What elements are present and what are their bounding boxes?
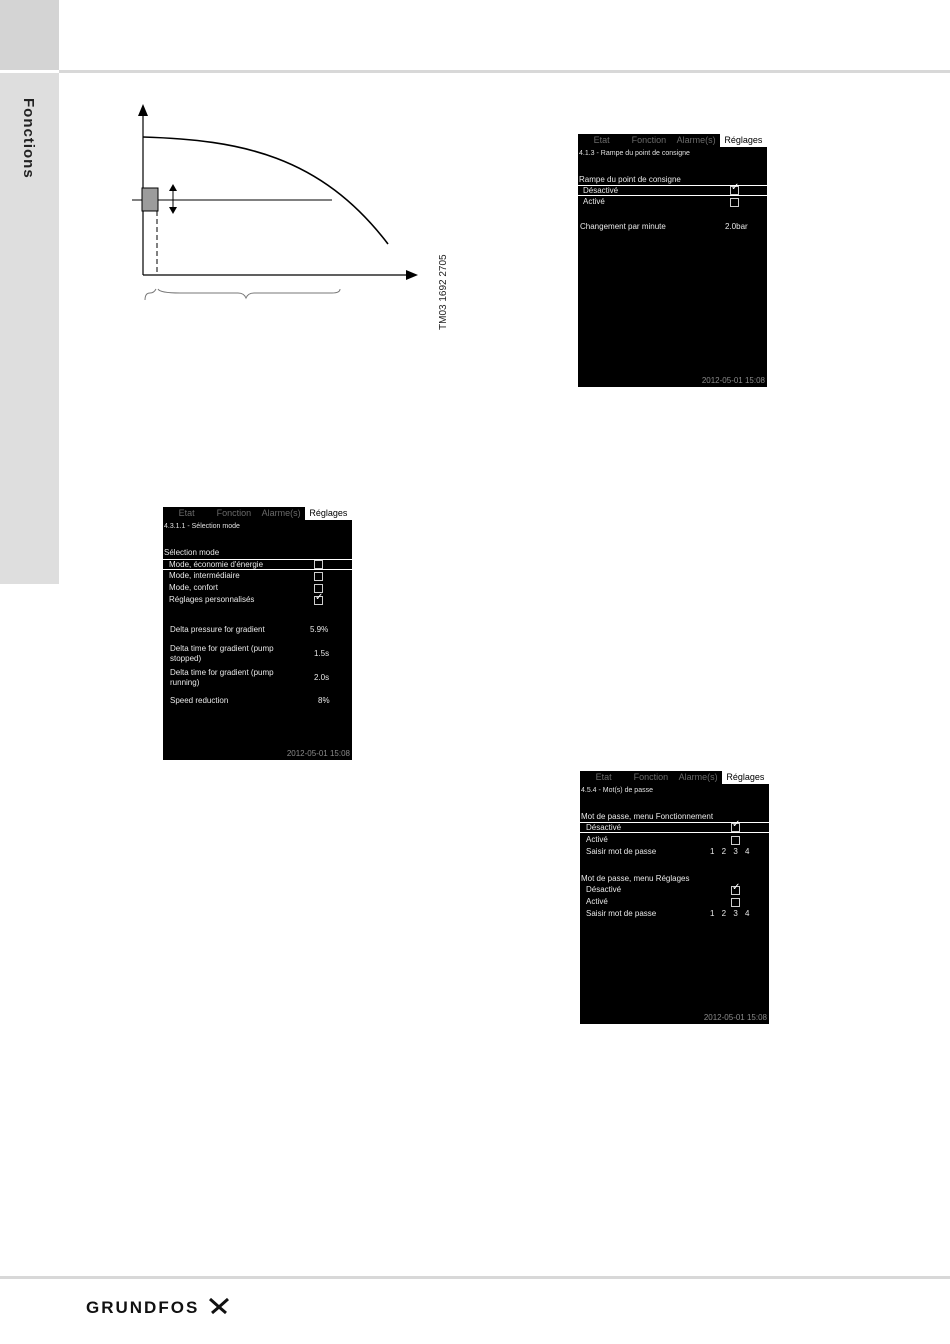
logo-text: GRUNDFOS (86, 1298, 200, 1317)
param-value[interactable]: 5.9% (310, 625, 329, 634)
checkmark-icon: ✓ (315, 592, 324, 603)
tab-alarmes[interactable]: Alarme(s) (261, 508, 301, 518)
checkbox[interactable] (731, 882, 741, 895)
option-active[interactable] (580, 897, 769, 907)
option-label: Activé (586, 897, 608, 906)
timestamp: 2012-05-01 15:08 (701, 376, 765, 385)
option-mode-economie[interactable] (163, 559, 352, 570)
tab-reglages[interactable]: Réglages (720, 134, 767, 147)
footer-rule (0, 1276, 950, 1279)
side-tab (0, 0, 59, 584)
checkbox[interactable] (314, 572, 323, 581)
side-tab-label: Fonctions (20, 98, 37, 179)
option-label: Activé (586, 835, 608, 844)
timestamp: 2012-05-01 15:08 (286, 749, 350, 758)
checkbox[interactable] (730, 182, 740, 195)
option-desactive[interactable] (578, 182, 767, 196)
section-title: Sélection mode (164, 548, 220, 557)
checkmark-icon: ✓ (732, 882, 741, 893)
enter-password-row[interactable] (580, 847, 769, 857)
option-label: Mode, intermédiaire (169, 571, 240, 580)
figure-code: TM03 1692 2705 (438, 254, 449, 330)
checkmark-icon: ✓ (731, 182, 740, 193)
checkbox[interactable] (314, 560, 323, 569)
option-label: Mode, confort (169, 583, 218, 592)
checkbox[interactable] (314, 592, 324, 605)
tab-reglages[interactable]: Réglages (722, 771, 769, 784)
checkbox[interactable] (731, 898, 740, 907)
option-active[interactable] (580, 835, 769, 845)
tab-etat[interactable]: Etat (593, 135, 610, 145)
large-brace (158, 289, 340, 298)
option-active[interactable] (578, 197, 767, 207)
param-value[interactable]: 1.5s (314, 649, 330, 658)
option-label: Réglages personnalisés (169, 595, 255, 604)
param-label: Speed reduction (170, 696, 229, 705)
side-tab-top (0, 0, 59, 70)
screen-title: 4.3.1.1 - Sélection mode (164, 523, 240, 530)
param-value[interactable]: 8% (318, 696, 330, 705)
checkmark-icon: ✓ (732, 819, 741, 830)
param-label: Changement par minute (580, 222, 666, 231)
screen-password (580, 771, 769, 1024)
option-desactive[interactable] (580, 819, 769, 833)
tab-alarmes[interactable]: Alarme(s) (676, 135, 716, 145)
screen-tabs (580, 771, 769, 784)
enter-password-label: Saisir mot de passe (586, 909, 657, 918)
grundfos-logo (86, 1297, 230, 1318)
param-value[interactable]: 2.0s (314, 673, 330, 682)
password-digits[interactable]: 1 2 3 4 (710, 847, 750, 856)
screen-mode (163, 507, 352, 760)
screen-title: 4.5.4 - Mot(s) de passe (581, 787, 653, 794)
option-label: Désactivé (586, 823, 622, 832)
tab-fonction[interactable]: Fonction (631, 135, 667, 145)
timestamp: 2012-05-01 15:08 (703, 1013, 767, 1022)
checkbox[interactable] (731, 819, 741, 832)
side-tab-separator (0, 70, 59, 73)
screen-tabs (578, 134, 767, 147)
param-label: Delta pressure for gradient (170, 625, 265, 634)
param-value[interactable]: 2.0bar (725, 222, 748, 231)
screen-tabs (163, 507, 352, 520)
section-title: Rampe du point de consigne (579, 175, 681, 184)
small-brace (145, 289, 156, 300)
password-digits[interactable]: 1 2 3 4 (710, 909, 750, 918)
tab-reglages[interactable]: Réglages (305, 507, 352, 520)
screen-rampe (578, 134, 767, 387)
option-mode-confort[interactable] (163, 583, 352, 593)
x-axis-arrow (406, 270, 418, 280)
option-label: Désactivé (583, 186, 619, 195)
grundfos-x-icon (208, 1297, 230, 1315)
pump-curve (143, 137, 388, 244)
enter-password-row[interactable] (580, 909, 769, 919)
band-arrow-down (169, 207, 177, 214)
option-label: Activé (583, 197, 605, 206)
tab-etat[interactable]: Etat (178, 508, 195, 518)
tab-fonction[interactable]: Fonction (633, 772, 669, 782)
enter-password-label: Saisir mot de passe (586, 847, 657, 856)
tab-fonction[interactable]: Fonction (216, 508, 252, 518)
checkbox[interactable] (730, 198, 739, 207)
y-axis-arrow (138, 104, 148, 116)
option-mode-intermediaire[interactable] (163, 571, 352, 581)
tab-alarmes[interactable]: Alarme(s) (678, 772, 718, 782)
screen-title: 4.1.3 - Rampe du point de consigne (579, 150, 690, 157)
param-label: Delta time for gradient (pump running) (170, 668, 274, 687)
section-title: Mot de passe, menu Réglages (581, 874, 690, 883)
header-rule (59, 70, 950, 73)
option-label: Mode, économie d'énergie (169, 560, 264, 569)
param-label: Delta time for gradient (pump stopped) (170, 644, 274, 663)
setpoint-band (142, 188, 158, 211)
tab-etat[interactable]: Etat (595, 772, 612, 782)
band-arrow-up (169, 184, 177, 191)
option-label: Désactivé (586, 885, 622, 894)
option-desactive[interactable] (580, 882, 769, 895)
section-title: Mot de passe, menu Fonctionnement (581, 812, 714, 821)
option-reglages-personnalises[interactable] (163, 592, 352, 605)
pump-curve-diagram (120, 100, 420, 315)
checkbox[interactable] (731, 836, 740, 845)
